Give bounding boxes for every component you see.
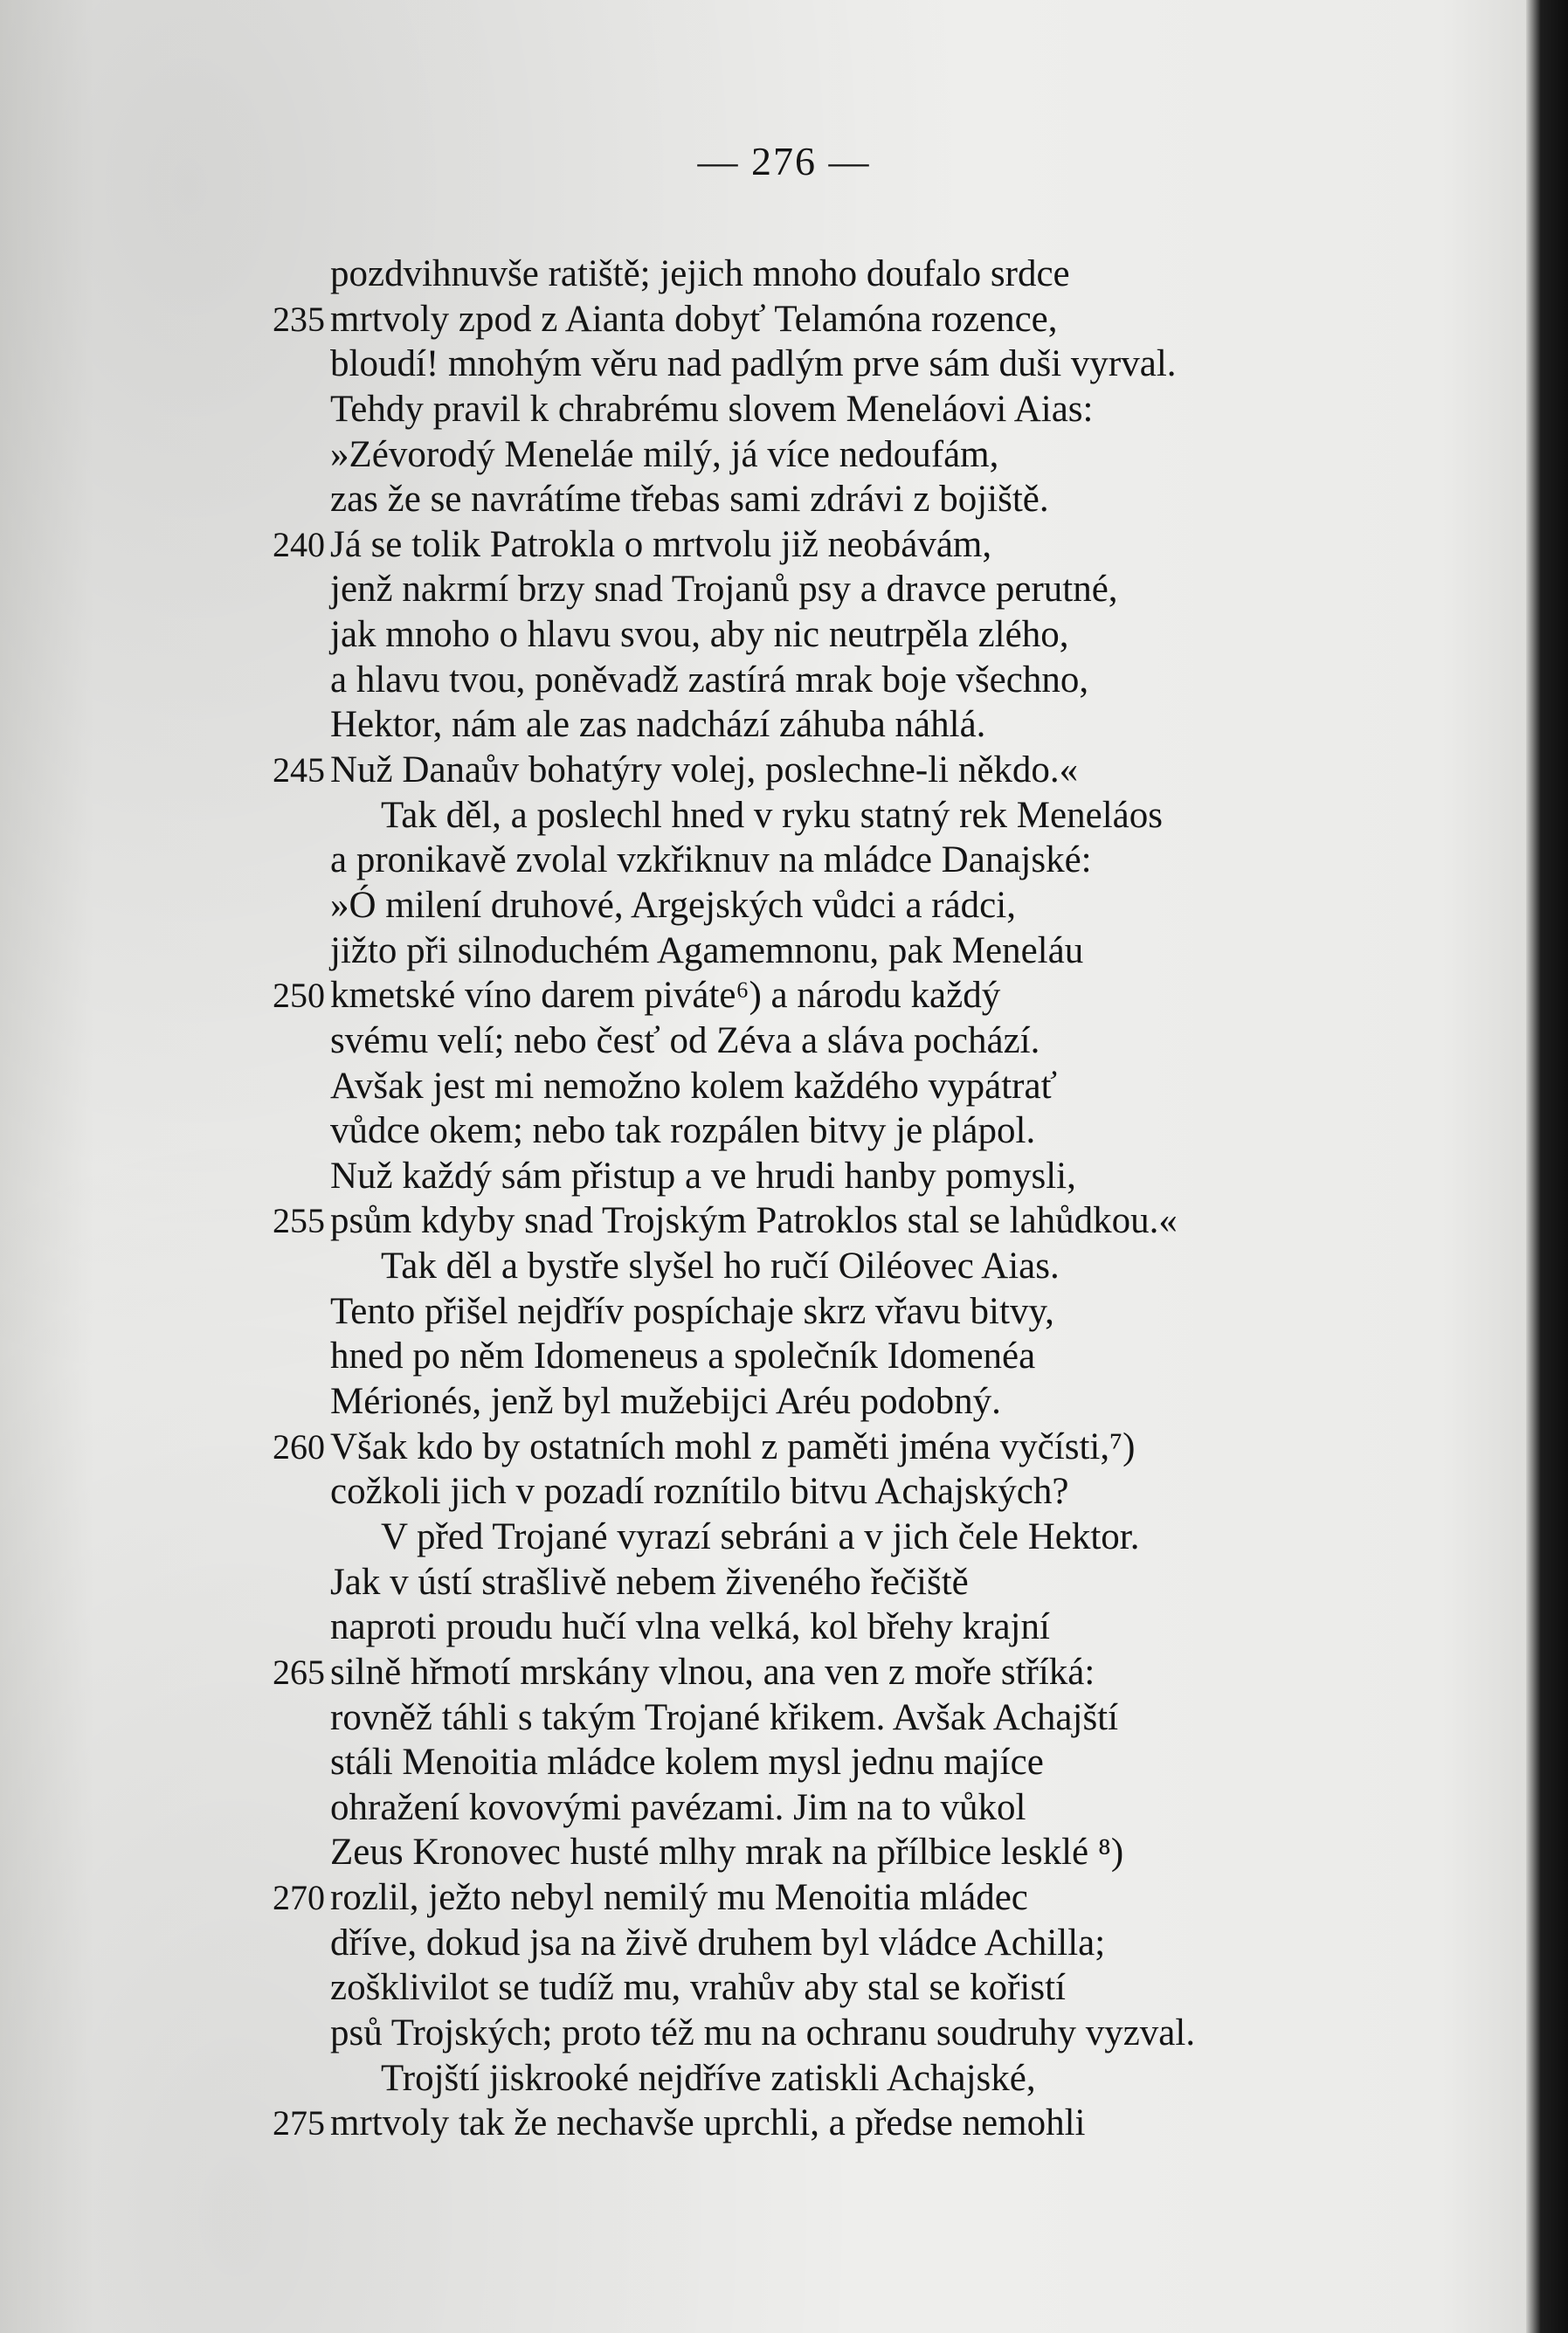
verse-line-text: hned po něm Idomeneus a společník Idomenéa <box>330 1336 1036 1377</box>
verse-line-text: stáli Menoitia mládce kolem mysl jednu majíce <box>330 1742 1044 1784</box>
verse-line <box>227 342 1450 387</box>
verse-line <box>227 1108 1450 1154</box>
verse-line <box>227 1425 1450 1470</box>
verse-line-text: naproti proudu hučí vlna velká, kol břehy krajní <box>330 1606 1050 1648</box>
line-number: 235 <box>273 299 325 339</box>
verse-line <box>227 1154 1450 1199</box>
line-number: 245 <box>273 750 325 790</box>
verse-line-text: rozlil, ježto nebyl nemilý mu Menoitia mládec <box>330 1877 1028 1919</box>
verse-line <box>227 1379 1450 1425</box>
verse-line-text: a hlavu tvou, poněvadž zastírá mrak boje všechno, <box>330 659 1089 701</box>
verse-line-text: V před Trojané vyrazí sebráni a v jich čele Hektor. <box>381 1515 1140 1557</box>
verse-line-text: Hektor, nám ale zas nadchází záhuba náhlá. <box>330 704 986 746</box>
verse-line <box>227 1875 1450 1921</box>
line-number: 275 <box>273 2103 325 2143</box>
verse-line <box>227 297 1450 342</box>
verse-line <box>227 2056 1450 2102</box>
verse-line-text: Zeus Kronovec husté mlhy mrak na přílbice lesklé ⁸) <box>330 1832 1124 1874</box>
verse-line <box>227 1740 1450 1785</box>
verse-line <box>227 658 1450 703</box>
verse-line <box>227 1695 1450 1741</box>
verse-line <box>227 1018 1450 1064</box>
verse-line <box>227 1921 1450 1966</box>
line-number: 250 <box>273 976 325 1016</box>
verse-line <box>227 567 1450 612</box>
verse-line <box>227 1650 1450 1695</box>
verse-line <box>227 928 1450 974</box>
verse-line-text: a pronikavě zvolal vzkřiknuv na mládce Danajské: <box>330 839 1092 881</box>
verse-line-text: Avšak jest mi nemožno kolem každého vypátrať <box>330 1065 1057 1107</box>
verse-line <box>227 1515 1450 1560</box>
verse-line-text: ohražení kovovými pavézami. Jim na to vůkol <box>330 1786 1026 1828</box>
page-edge-shadow <box>1526 0 1568 2333</box>
verse-line-text: Nuž Danaův bohatýry volej, poslechne-li někdo.« <box>330 749 1079 791</box>
line-number: 270 <box>273 1878 325 1918</box>
verse-line <box>227 748 1450 793</box>
verse-line-text: »Zévorodý Meneláe milý, já více nedoufám, <box>330 433 999 475</box>
verse-line <box>227 477 1450 522</box>
verse-line <box>227 1244 1450 1289</box>
verse-line <box>227 252 1450 297</box>
verse-line-text: bloudí! mnohým věru nad padlým prve sám duši vyrval. <box>330 343 1177 385</box>
verse-line-text: Mérionés, jenž byl mužebijci Aréu podobný. <box>330 1381 1001 1423</box>
verse-line-text: mrtvoly tak že nechavše uprchli, a předse nemohli <box>330 2102 1086 2144</box>
verse-line <box>227 838 1450 883</box>
verse-line-text: pozdvihnuvše ratiště; jejich mnoho doufalo srdce <box>330 253 1070 294</box>
verse-line <box>227 1334 1450 1379</box>
verse-line <box>227 883 1450 928</box>
verse-line-text: zošklivilot se tudíž mu, vrahův aby stal se kořistí <box>330 1967 1066 2009</box>
verse-text-block <box>227 252 1450 2146</box>
line-number: 265 <box>273 1652 325 1692</box>
verse-line-text: Tak děl, a poslechl hned v ryku statný rek Meneláos <box>381 794 1163 836</box>
verse-line-text: jižto při silnoduchém Agamemnonu, pak Meneláu <box>330 929 1084 971</box>
verse-line-text: zas že se navrátíme třebas sami zdrávi z bojiště. <box>330 479 1049 521</box>
verse-line <box>227 1469 1450 1515</box>
verse-line <box>227 2011 1450 2056</box>
verse-line <box>227 702 1450 748</box>
verse-line-text: vůdce okem; nebo tak rozpálen bitvy je plápol. <box>330 1110 1036 1152</box>
verse-line-text: Tak děl a bystře slyšel ho ručí Oiléovec Aias. <box>381 1246 1060 1287</box>
verse-line <box>227 1830 1450 1875</box>
verse-line-text: kmetské víno darem piváte⁶) a národu každý <box>330 975 1001 1017</box>
verse-line <box>227 1605 1450 1650</box>
verse-line <box>227 387 1450 432</box>
verse-line-text: Nuž každý sám přistup a ve hrudi hanby pomysli, <box>330 1155 1076 1197</box>
verse-line-text: dříve, dokud jsa na živě druhem byl vládce Achilla; <box>330 1922 1106 1964</box>
verse-line <box>227 612 1450 658</box>
verse-line <box>227 1785 1450 1831</box>
verse-line <box>227 1064 1450 1109</box>
verse-line <box>227 2101 1450 2146</box>
verse-line-text: rovněž táhli s takým Trojané křikem. Avšak Achajští <box>330 1696 1119 1738</box>
line-number: 260 <box>273 1426 325 1467</box>
verse-line-text: »Ó milení druhové, Argejských vůdci a rádci, <box>330 884 1016 926</box>
verse-line <box>227 1198 1450 1244</box>
verse-line-text: psů Trojských; proto též mu na ochranu soudruhy vyzval. <box>330 2012 1196 2053</box>
line-number: 255 <box>273 1201 325 1241</box>
verse-line <box>227 1965 1450 2011</box>
verse-line-text: Jak v ústí strašlivě nebem živeného řečiště <box>330 1561 969 1603</box>
verse-line-text: cožkoli jich v pozadí roznítilo bitvu Achajských? <box>330 1471 1069 1513</box>
verse-line-text: Však kdo by ostatních mohl z paměti jména vyčísti,⁷) <box>330 1425 1136 1467</box>
line-number: 240 <box>273 524 325 564</box>
verse-line <box>227 793 1450 839</box>
verse-line-text: psům kdyby snad Trojským Patroklos stal se lahůdkou.« <box>330 1200 1178 1242</box>
verse-line-text: Tehdy pravil k chrabrému slovem Meneláovi Aias: <box>330 388 1094 430</box>
verse-line-text: mrtvoly zpod z Aianta dobyť Telamóna rozence, <box>330 298 1058 340</box>
verse-line-text: Já se tolik Patrokla o mrtvolu již neobávám, <box>330 523 992 565</box>
verse-line <box>227 522 1450 568</box>
verse-line-text: Trojští jiskrooké nejdříve zatiskli Achajské, <box>381 2057 1036 2099</box>
page-number: — 276 — <box>697 139 871 183</box>
verse-line-text: svému velí; nebo česť od Zéva a sláva pochází. <box>330 1019 1040 1061</box>
verse-line-text: jenž nakrmí brzy snad Trojanů psy a dravce perutné, <box>330 569 1118 611</box>
verse-line <box>227 973 1450 1018</box>
verse-line-text: silně hřmotí mrskány vlnou, ana ven z moře stříká: <box>330 1651 1095 1693</box>
verse-line-text: Tento přišel nejdřív pospíchaje skrz vřavu bitvy, <box>330 1290 1054 1332</box>
verse-line <box>227 1289 1450 1335</box>
verse-line-text: jak mnoho o hlavu svou, aby nic neutrpěla zlého, <box>330 614 1069 656</box>
verse-line <box>227 1560 1450 1605</box>
verse-line <box>227 432 1450 478</box>
